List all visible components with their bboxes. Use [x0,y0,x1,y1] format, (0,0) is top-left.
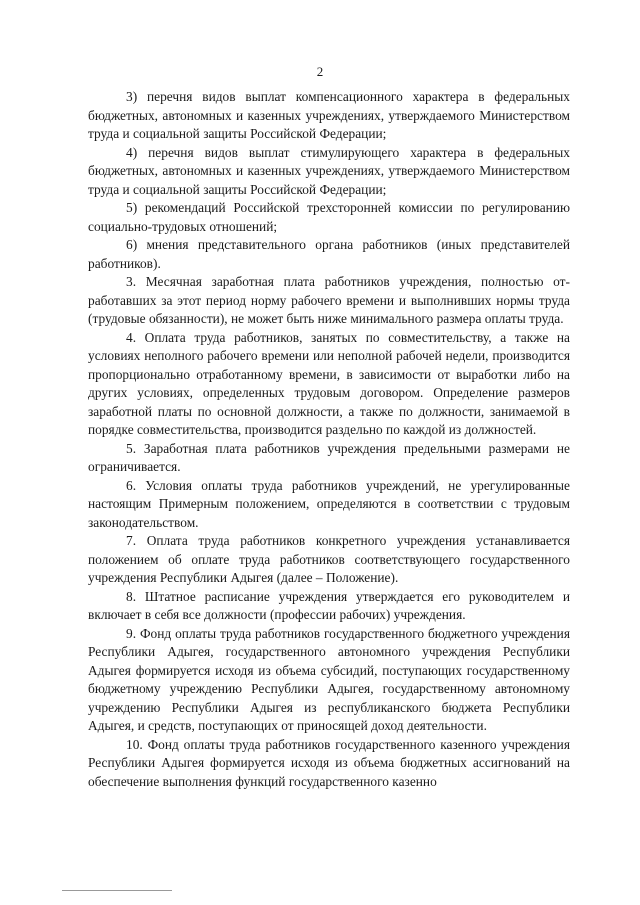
paragraph-clause-3: 3. Месячная заработная плата работников учреждения, полностью отработавших за этот период норму рабочего времени и выполнивших нормы труда (трудовые обязанности), не может быть ниже минимального размера оплаты труда. [88,274,570,326]
paragraph-item-4: 4) перечня видов выплат стимулирующего характера в федеральных бюджетных, автономных и казенных учреждениях, утверждаемого Министерством труда и социальной защиты Российской Федерации; [88,144,570,197]
paragraph-clause-9: 9. Фонд оплаты труда работников государственного бюджетного учреждения Республики Адыгея, государственного автономного учреждения Республики Адыгея формируется исходя из объема субсидий, поступающих государственному бюджетному учреждению Республики Адыгея, государственному автономному учреждению Республики Адыгея из республиканского бюджета Республики Адыгея, и средств, поступающих от приносящей доход деятельности. [88,625,570,733]
page-number: 2 [316,64,324,79]
paragraph-clause-7: 7. Оплата труда работников конкретного учреждения устанавливается положением об оплате труда работников соответствующего государственного учреждения Республики Адыгея (далее – Положение). [88,533,570,585]
paragraph-clause-4: 4. Оплата труда работников, занятых по совместительству, а также на условиях неполного рабочего времени или неполной рабочей недели, производится пропорционально отработанному времени, в зависимости от выработки либо на других условиях, определенных трудовым договором. Определение размеров заработной платы по основной должности, а также по должности, занимаемой в порядке совместительства, производится раздельно по каждой из должностей. [88,329,570,437]
paragraph-clause-8: 8. Штатное расписание учреждения утверждается его руководителем и включает в себя все должности (профессии рабочих) учреждения. [88,588,570,622]
paragraph-item-3: 3) перечня видов выплат компенсационного характера в федеральных бюджетных, автономных и казенных учреждениях, утверждаемого Министерством труда и социальной защиты Российской Федерации; [88,89,570,141]
paragraph-item-6: 6) мнения представительного органа работников (иных представителей работников). [88,237,570,271]
document-body [88,88,570,791]
paragraph-item-5: 5) рекомендаций Российской трехсторонней комиссии по регулированию социально-трудовых отношений; [88,200,570,234]
footer-divider [62,890,172,891]
paragraph-clause-10: 10. Фонд оплаты труда работников государственного казенного учреждения Республики Адыгея формируется исходя из объема бюджетных ассигнований на обеспечение выполнения функций государственного казенно [88,736,570,789]
paragraph-clause-6: 6. Условия оплаты труда работников учреждений, не урегулированные настоящим Примерным положением, определяются в соответствии с трудовым законодательством. [88,477,570,530]
paragraph-clause-5: 5. Заработная плата работников учреждения предельными размерами не ограничивается. [88,440,570,474]
